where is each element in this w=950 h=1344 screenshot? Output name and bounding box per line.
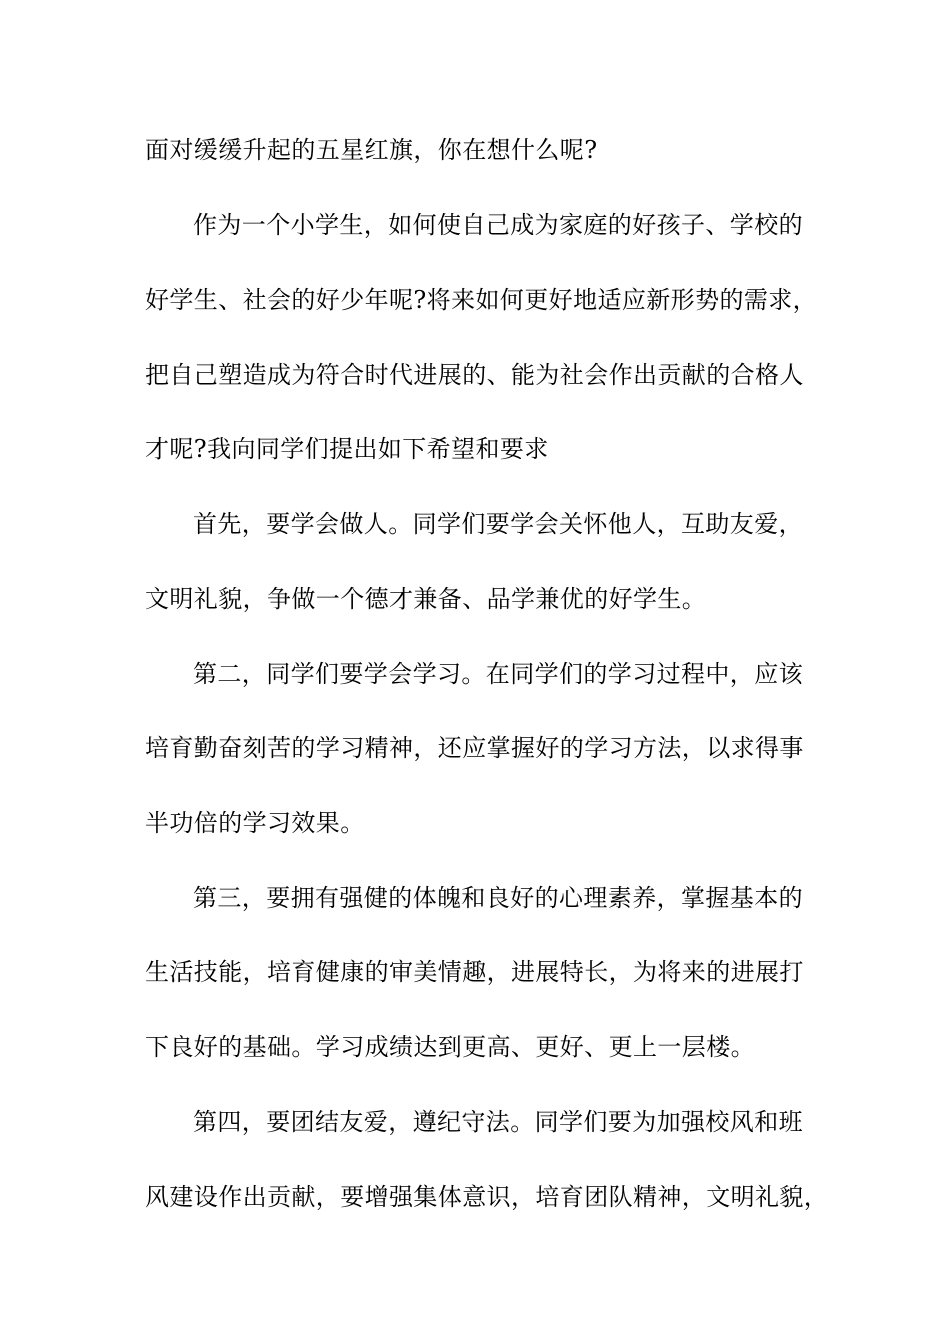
text-line: 才呢?我向同学们提出如下希望和要求: [145, 435, 549, 463]
text-line: 培育勤奋刻苦的学习精神，还应掌握好的学习方法，以求得事: [145, 734, 804, 762]
text-line: 生活技能，培育健康的审美情趣，进展特长，为将来的进展打: [145, 958, 804, 986]
text-line: 文明礼貌，争做一个德才兼备、品学兼优的好学生。: [145, 585, 707, 613]
text-line: 把自己塑造成为符合时代进展的、能为社会作出贡献的合格人: [145, 361, 804, 389]
paragraph-first-line: 首先，要学会做人。同学们要学会关怀他人，互助友爱，: [193, 510, 803, 538]
text-line: 下良好的基础。学习成绩达到更高、更好、更上一层楼。: [145, 1033, 755, 1061]
paragraph-first-line: 作为一个小学生，如何使自己成为家庭的好孩子、学校的: [193, 211, 803, 239]
paragraph-first-line: 第四，要团结友爱，遵纪守法。同学们要为加强校风和班: [193, 1108, 803, 1136]
text-line: 风建设作出贡献，要增强集体意识，培育团队精神，文明礼貌，: [145, 1183, 829, 1211]
text-line: 面对缓缓升起的五星红旗，你在想什么呢?: [145, 136, 598, 164]
text-line: 好学生、社会的好少年呢?将来如何更好地适应新形势的需求，: [145, 286, 818, 314]
paragraph-first-line: 第三，要拥有强健的体魄和良好的心理素养，掌握基本的: [193, 884, 803, 912]
paragraph-first-line: 第二，同学们要学会学习。在同学们的学习过程中，应该: [193, 660, 803, 688]
text-line: 半功倍的学习效果。: [145, 809, 365, 837]
